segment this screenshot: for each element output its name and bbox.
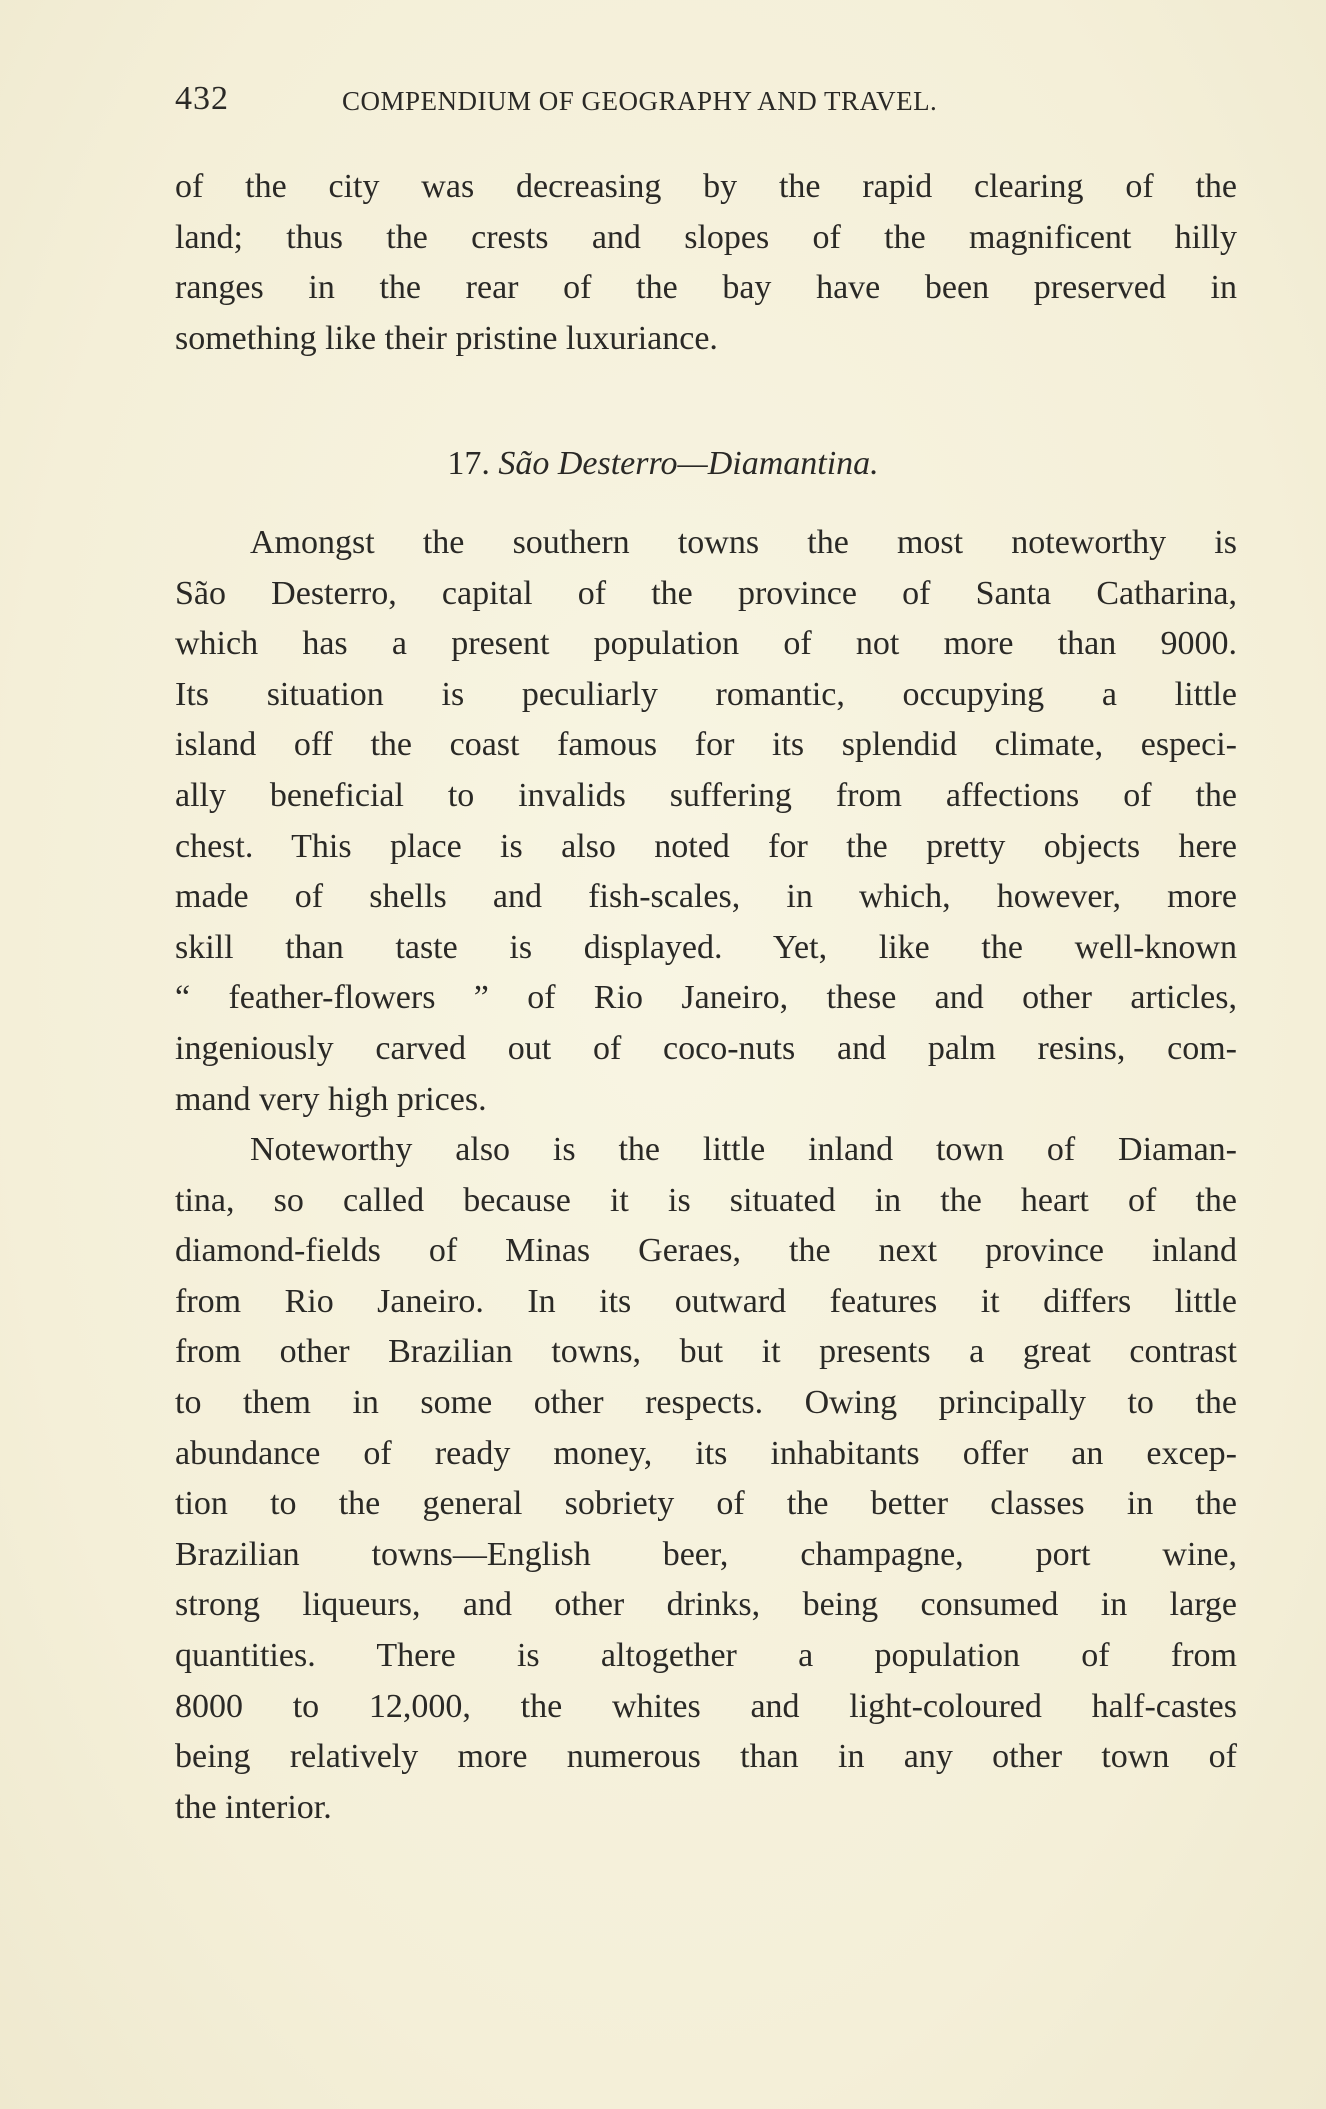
text-line: strong liqueurs, and other drinks, being consumed in large (175, 1586, 1237, 1624)
text-line: land; thus the crests and slopes of the magnificent hilly (175, 218, 1237, 256)
text-line: of the city was decreasing by the rapid clearing of the (175, 168, 1237, 205)
text-line: abundance of ready money, its inhabitants offer an excep- (175, 1434, 1237, 1472)
section-heading (0, 445, 1326, 483)
text-line: 8000 to 12,000, the whites and light-coloured half-castes (175, 1687, 1237, 1725)
text-line: Its situation is peculiarly romantic, occupying a little (175, 675, 1237, 713)
text-line: the interior. (175, 1788, 332, 1826)
section-title: São Desterro—Diamantina. (498, 445, 879, 482)
text-line: tion to the general sobriety of the better classes in the (175, 1485, 1237, 1523)
text-line: ranges in the rear of the bay have been preserved in (175, 269, 1237, 307)
page-number: 432 (175, 80, 229, 117)
text-line: “ feather-flowers ” of Rio Janeiro, these and other articles, (175, 979, 1237, 1017)
text-line: which has a present population of not more than 9000. (175, 625, 1237, 663)
text-line: Brazilian towns—English beer, champagne, port wine, (175, 1535, 1237, 1573)
text-line: tina, so called because it is situated in the heart of the (175, 1181, 1237, 1219)
text-line: mand very high prices. (175, 1080, 487, 1118)
text-line: skill than taste is displayed. Yet, like the well-known (175, 928, 1237, 966)
text-line: São Desterro, capital of the province of Santa Catharina, (175, 574, 1237, 612)
text-line: chest. This place is also noted for the pretty objects here (175, 827, 1237, 865)
text-line: to them in some other respects. Owing principally to the (175, 1384, 1237, 1421)
text-line: ingeniously carved out of coco-nuts and palm resins, com- (175, 1030, 1237, 1067)
text-line: from Rio Janeiro. In its outward features it differs little (175, 1282, 1237, 1320)
section-number: 17. (447, 445, 490, 482)
text-line: quantities. There is altogether a population of from (175, 1637, 1237, 1674)
text-line: ally beneficial to invalids suffering from affections of the (175, 777, 1237, 814)
text-line: from other Brazilian towns, but it presents a great contrast (175, 1333, 1237, 1371)
text-line: made of shells and fish-scales, in which, however, more (175, 878, 1237, 916)
text-line: island off the coast famous for its splendid climate, especi- (175, 726, 1237, 764)
text-line: being relatively more numerous than in any other town of (175, 1738, 1237, 1776)
text-line: diamond-fields of Minas Geraes, the next province inland (175, 1232, 1237, 1270)
page-header (175, 80, 1237, 120)
text-line: Noteworthy also is the little inland town of Diaman- (250, 1131, 1237, 1168)
running-title: COMPENDIUM OF GEOGRAPHY AND TRAVEL. (342, 86, 938, 116)
text-line: something like their pristine luxuriance. (175, 319, 718, 357)
text-line: Amongst the southern towns the most noteworthy is (250, 524, 1237, 561)
